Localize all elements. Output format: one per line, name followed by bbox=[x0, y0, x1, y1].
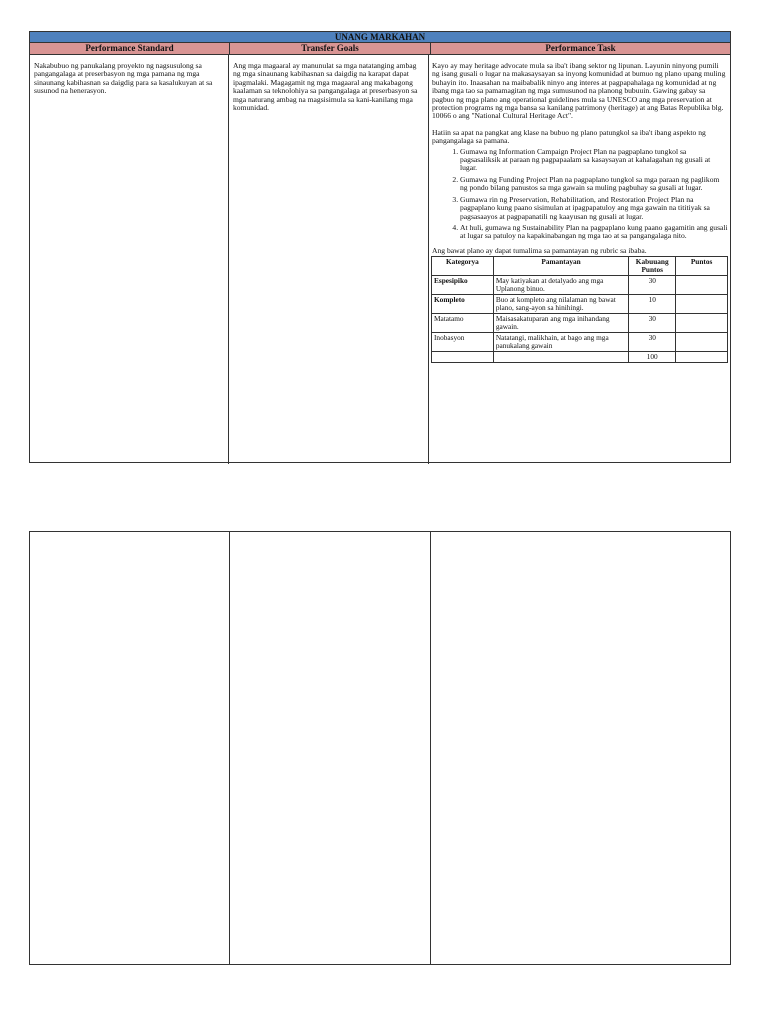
task-split: Hatiin sa apat na pangkat ang klase na bubuo ng plano patungkol sa iba't ibang aspekto ng pangangalaga sa pamana. bbox=[432, 127, 706, 146]
table-title: UNANG MARKAHAN bbox=[30, 32, 730, 43]
rubric-note: Ang bawat plano ay dapat tumalima sa pamantayan ng rubric sa ibaba. bbox=[432, 245, 647, 255]
rubric-kategorya: Matatamo bbox=[432, 314, 494, 333]
transfer-goals-text: Ang mga magaaral ay manunulat sa mga natatanging ambag ng mga sinaunang kabihasnan sa daigdig na karapat dapat ipagmalaki. Magagamit ng mga magaaral ang makabagong kaalaman sa teknolohiya sa pangangalaga at preserbasyon sa mga naturang ambag na magsisimula sa kani-kanilang mga komunidad. bbox=[233, 61, 418, 113]
task-step: 2. Gumawa ng Funding Project Plan na pagpaplano tungkol sa mga paraan ng paglikom ng pondo bilang panustos sa mga gawain sa muling pagbuhay sa gusali at lugar. bbox=[460, 176, 728, 193]
rubric-pamantayan: Buo at kompleto ang nilalaman ng bawat plano, sang-ayon sa hinihingi. bbox=[493, 295, 628, 314]
rubric-puntos bbox=[676, 314, 728, 333]
task-step: 3. Gumawa rin ng Preservation, Rehabilitation, and Restoration Project Plan na pagpaplano kung paano sisimulan at ipagpapatuloy ang mga gawain na tititiyak sa pagsasaayos at pagpapanatili ng kaayusan ng gusali at lugar. bbox=[460, 196, 728, 221]
rubric-header-kategorya: Kategorya bbox=[432, 257, 494, 276]
empty-cell-goals bbox=[230, 532, 431, 964]
rubric-total-row bbox=[432, 352, 728, 363]
performance-standard-cell bbox=[30, 55, 229, 464]
rubric-pamantayan: Maisasakatuparan ang mga inihandang gawain. bbox=[493, 314, 628, 333]
rubric-kategorya: Inobasyon bbox=[432, 333, 494, 352]
rubric-header-puntos: Puntos bbox=[676, 257, 728, 276]
rubric-kategorya: Espesipiko bbox=[432, 276, 494, 295]
transfer-goals-cell bbox=[229, 55, 429, 464]
rubric-kabuuan: 30 bbox=[629, 314, 676, 333]
unang-markahan-table bbox=[29, 31, 731, 463]
column-headers bbox=[30, 43, 730, 55]
rubric-kabuuan: 10 bbox=[629, 295, 676, 314]
rubric-puntos bbox=[676, 295, 728, 314]
header-performance-task: Performance Task bbox=[545, 43, 616, 53]
task-step: 4. At huli, gumawa ng Sustainability Plan na pagpaplano kung paano gagamitin ang gusali at lugar sa patuloy na kapakinabangan ng mga tao at sa pangangalaga nito. bbox=[460, 224, 728, 241]
header-transfer-goals: Transfer Goals bbox=[230, 43, 431, 54]
task-steps-list bbox=[432, 148, 728, 241]
rubric-kategorya bbox=[432, 352, 494, 363]
rubric-header-kabuuan: Kabuuang Puntos bbox=[629, 257, 676, 276]
rubric-table bbox=[431, 256, 728, 363]
continuation-table bbox=[29, 531, 731, 965]
empty-cell-task bbox=[431, 532, 730, 964]
task-intro: Kayo ay may heritage advocate mula sa iba't ibang sektor ng lipunan. Layunin ninyong pumili ng isang gusali o lugar na makasaysayan sa inyong komunidad at bumuo ng plano upang muling buhayin ito. Inaasahan na maibabalik ninyo ang interes at pagpapahalaga ng komunidad at ng ibang mga tao sa pamamagitan ng mga sumusunod na planong bubuuin. Gawing gabay sa pagbuo ng mga plano ang operational guidelines mula sa UNESCO ang mga preservation at protection programs ng mga bansa sa kanilang patrimony (heritage) at ang Batas Republika blg. 10066 o ang "National Cultural Heritage Act". bbox=[432, 61, 726, 121]
rubric-puntos bbox=[676, 333, 728, 352]
rubric-kabuuan: 30 bbox=[629, 276, 676, 295]
rubric-puntos bbox=[676, 352, 728, 363]
performance-task-cell bbox=[429, 55, 730, 464]
rubric-total: 100 bbox=[629, 352, 676, 363]
rubric-pamantayan: Natatangi, malikhain, at bago ang mga panukalang gawain bbox=[493, 333, 628, 352]
task-step: 1. Gumawa ng Information Campaign Project Plan na pagpaplano tungkol sa pagsasaliksik at paraan ng pagpapaalam sa kasaysayan at kahalagahan ng gusali at lugar. bbox=[460, 148, 728, 173]
rubric-header-row bbox=[432, 257, 728, 276]
rubric-puntos bbox=[676, 276, 728, 295]
rubric-kategorya: Kompleto bbox=[432, 295, 494, 314]
rubric-row bbox=[432, 295, 728, 314]
rubric-row bbox=[432, 276, 728, 295]
performance-standard-text: Nakabubuo ng panukalang proyekto ng nagsusulong sa pangangalaga at preserbasyon ng mga pamana ng mga sinaunang kabihasnan sa daigdig para sa kasalukuyan at sa susunod na henerasyon. bbox=[34, 61, 213, 96]
empty-cell-standard bbox=[30, 532, 230, 964]
rubric-pamantayan: May katiyakan at detalyado ang mga Uplanong binuo. bbox=[493, 276, 628, 295]
header-performance-standard: Performance Standard bbox=[30, 43, 230, 54]
rubric-row bbox=[432, 314, 728, 333]
rubric-header-pamantayan: Pamantayan bbox=[493, 257, 628, 276]
rubric-pamantayan bbox=[493, 352, 628, 363]
rubric-row bbox=[432, 333, 728, 352]
rubric-kabuuan: 30 bbox=[629, 333, 676, 352]
